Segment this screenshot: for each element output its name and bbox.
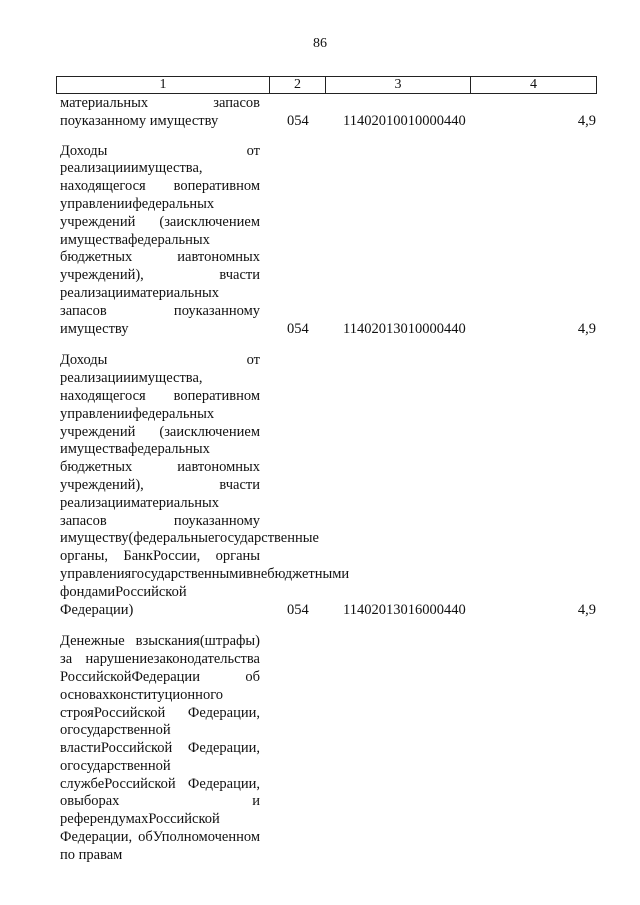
row-description <box>60 633 260 864</box>
row-amount: 4,9 <box>577 320 596 337</box>
description-line: Федерации об основах <box>60 668 260 703</box>
description-line: Доходы от реализации <box>60 142 260 177</box>
description-line: законодательства Российской <box>60 651 260 685</box>
description-line: Российской Федерации, о <box>60 704 260 739</box>
description-line: федеральных учреждений (за <box>60 195 215 230</box>
description-line: внебюджетными фондами <box>60 565 350 600</box>
description-line: исключением имущества <box>60 423 260 458</box>
table-body <box>60 95 596 865</box>
row-code: 054 <box>287 320 309 337</box>
description-line: федеральных бюджетных и <box>60 231 210 266</box>
description-line: государственными <box>131 565 247 582</box>
description-line: указанному имуществу <box>60 512 260 547</box>
description-line: Российской Федерации) <box>60 583 187 618</box>
description-line: материальных запасов по <box>60 494 219 529</box>
description-line: указанному имуществу <box>74 112 219 129</box>
row-code: 054 <box>287 601 309 618</box>
description-line: федеральных бюджетных и <box>60 441 210 476</box>
description-line: (штрафы) за нарушение <box>60 633 260 668</box>
row-code: 054 <box>287 112 309 129</box>
description-line: части реализации <box>60 476 260 511</box>
table-row <box>60 633 596 864</box>
column-header-1: 1 <box>57 77 270 94</box>
row-kbk: 11402010010000440 <box>343 112 466 129</box>
description-line: автономных учреждений), в <box>60 249 260 284</box>
description-line: имущества, находящегося в <box>60 370 203 404</box>
table-row <box>60 143 596 339</box>
table-header <box>56 76 597 94</box>
row-amount: 4,9 <box>577 601 596 618</box>
description-line: Доходы от реализации <box>60 352 260 387</box>
column-header-4: 4 <box>471 77 597 94</box>
description-line: части реализации <box>60 267 260 301</box>
description-line: Российской Федерации, о <box>60 740 260 774</box>
description-line: России, органы управления <box>60 548 261 582</box>
column-header-2: 2 <box>270 77 326 94</box>
description-line: федеральных учреждений (за <box>60 405 215 440</box>
description-line: государственной службе <box>60 757 171 792</box>
description-line: выборах и референдумах <box>60 793 260 828</box>
description-line: автономных учреждений), в <box>60 459 260 493</box>
description-line: Российской Федерации, об <box>60 811 220 846</box>
description-line: оперативном управлении <box>60 387 260 422</box>
description-line: указанному имуществу <box>60 302 260 337</box>
description-line: государственные органы, Банк <box>60 530 319 565</box>
description-line: Денежные взыскания <box>60 633 200 650</box>
row-description <box>60 143 260 339</box>
description-line: конституционного строя <box>60 686 224 721</box>
column-header-3: 3 <box>326 77 471 94</box>
description-line: исключением имущества <box>60 213 260 248</box>
row-amount: 4,9 <box>577 112 596 129</box>
row-kbk: 11402013016000440 <box>343 601 466 618</box>
row-kbk: 11402013010000440 <box>343 320 466 337</box>
description-line: государственной власти <box>60 722 171 757</box>
description-line: оперативном управлении <box>60 178 260 212</box>
description-line: имущества, находящегося в <box>60 160 203 195</box>
description-line: материальных запасов по <box>60 95 260 129</box>
table-row <box>60 352 596 619</box>
table-row <box>60 95 596 131</box>
row-description <box>60 95 260 131</box>
description-line: материальных запасов по <box>60 284 219 319</box>
page-number: 86 <box>313 36 327 51</box>
description-line: Российской Федерации, о <box>60 775 260 810</box>
description-line: (федеральные <box>128 530 215 547</box>
description-line: Уполномоченном по правам <box>60 829 260 863</box>
